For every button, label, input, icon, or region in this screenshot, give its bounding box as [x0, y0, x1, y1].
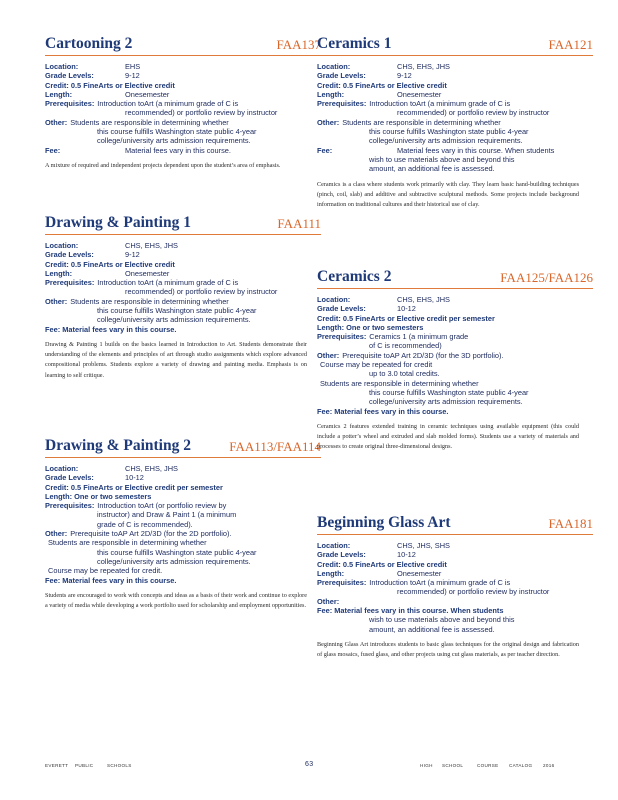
prereq-label: Prerequisites:: [317, 332, 367, 342]
length-line: Length: One or two semesters: [317, 322, 424, 332]
footer-right-word: COURSE: [477, 763, 499, 768]
other-line-4: Students are responsible in determining whether: [320, 378, 479, 388]
course-code: FAA111: [277, 216, 321, 231]
location-value: CHS, EHS, JHS: [397, 295, 450, 304]
other-line-3: up to 3.0 total credits.: [369, 369, 440, 379]
prereq-label: Prerequisites:: [317, 578, 367, 588]
location-label: Location:: [45, 241, 79, 250]
course-fields: [317, 541, 593, 634]
footer-right-word: SCHOOL: [442, 763, 464, 768]
other-line-5: this course fulfills Washington state public 4-year: [369, 387, 529, 397]
prereq-label: Prerequisites:: [317, 99, 367, 109]
location-value: CHS, EHS, JHS: [397, 62, 450, 71]
fee-line-1: Fee: Material fees vary in this course. When students: [317, 606, 504, 616]
course-title: Ceramics 1: [317, 35, 392, 52]
footer-left-word: PUBLIC: [75, 763, 94, 768]
course-code: FAA181: [548, 516, 593, 531]
course-title: Beginning Glass Art: [317, 514, 451, 531]
other-line-6: college/university arts admission requirements.: [369, 397, 523, 407]
fee-line-2: wish to use materials above and beyond this: [369, 154, 515, 164]
prereq-line-2: instructor) and Draw & Paint 1 (a minimum: [97, 510, 237, 520]
course-description: A mixture of required and independent projects dependent upon the student’s area of emphasis.: [45, 161, 281, 169]
footer-left-word: SCHOOLS: [107, 763, 132, 768]
credit-line: Credit: 0.5 FineArts or Elective credit: [317, 80, 447, 90]
grade-label: Grade Levels:: [317, 550, 366, 560]
grade-value: 10-12: [397, 304, 416, 314]
course-code: FAA113/FAA114: [229, 439, 321, 454]
grade-label: Grade Levels:: [317, 304, 366, 314]
course-fields: [45, 464, 321, 585]
course-description: Ceramics is a class where students work primarily with clay. They learn basic hand-building techniques (pinch, coil, slab) and additive and subtractive sculptural methods. Some projects include background information on traditional cultures and their historical use of clay.: [317, 180, 579, 208]
fee-line-3: amount, an additional fee is assessed.: [369, 164, 495, 174]
length-value: Onesemester: [125, 268, 170, 278]
length-label: Length:: [45, 268, 73, 278]
other-label: Other:: [45, 117, 68, 127]
other-line-2: Students are responsible in determining whether: [48, 538, 207, 548]
other-line-1: Students are responsible in determining whether: [70, 296, 229, 306]
course-header: [317, 33, 593, 56]
other-label: Other:: [317, 117, 340, 127]
credit-line: Credit: 0.5 FineArts or Elective credit: [45, 259, 175, 269]
fee-line-3: amount, an additional fee is assessed.: [369, 624, 495, 634]
fee-line: Fee: Material fees vary in this course.: [45, 575, 177, 585]
credit-line: Credit: 0.5 FineArts or Elective credit: [317, 559, 447, 569]
course-description: Drawing & Painting 1 builds on the basics learned in Introduction to Art. Students demonstrate their understanding of the elements and principles of art through studio assignments which explore advanced compositional problems. Students explore a variety of drawing and painting media. Emphasis is on learning to self critique.: [45, 340, 307, 379]
course-title: Drawing & Painting 2: [45, 437, 191, 454]
other-label: Other:: [45, 529, 68, 539]
location-value: CHS, JHS, SHS: [397, 541, 450, 550]
length-label: Length:: [317, 568, 345, 578]
other-line-1: Students are responsible in determining whether: [342, 117, 501, 127]
prereq-line-2: recommended) or portfolio review by instructor: [125, 108, 278, 118]
fee-label: Fee:: [317, 145, 333, 155]
course-beginning-glass-art: [317, 512, 593, 660]
footer-right-word: 2016: [543, 763, 555, 768]
course-fields: [45, 62, 321, 155]
course-title: Cartooning 2: [45, 35, 133, 52]
course-fields: [45, 241, 321, 334]
course-code: FAA125/FAA126: [500, 270, 593, 285]
page-footer: [45, 762, 590, 772]
prereq-line-2: recommended) or portfolio review by instructor: [397, 587, 550, 597]
other-line-1: Prerequisite toAP Art 2D/3D (for the 3D portfolio).: [342, 350, 504, 360]
fee-label: Fee:: [45, 145, 61, 155]
course-drawing-painting-1: [45, 212, 321, 381]
other-line-4: college/university arts admission requirements.: [97, 556, 251, 566]
fee-line-2: wish to use materials above and beyond this: [369, 615, 515, 625]
credit-line: Credit: 0.5 FineArts or Elective credit per semester: [45, 482, 223, 492]
course-description: Beginning Glass Art introduces students to basic glass techniques for the original design and fabrication of glass mosaics, fused glass, and other projects using cut glass materials, as per teacher direction.: [317, 640, 579, 659]
other-label: Other:: [45, 296, 68, 306]
other-label: Other:: [317, 350, 340, 360]
length-value: Onesemester: [397, 568, 442, 578]
other-label: Other:: [317, 596, 340, 606]
location-value: EHS: [125, 62, 141, 71]
other-line-2: Course may be repeated for credit: [320, 360, 433, 370]
course-header: [45, 212, 321, 235]
prereq-line-1: Ceramics 1 (a minimum grade: [369, 332, 469, 342]
footer-left-word: EVERETT: [45, 763, 69, 768]
grade-value: 10-12: [125, 473, 144, 483]
prereq-label: Prerequisites:: [45, 278, 95, 288]
course-title: Drawing & Painting 1: [45, 214, 191, 231]
length-value: Onesemester: [397, 89, 442, 99]
location-label: Location:: [317, 295, 351, 304]
course-ceramics-2: [317, 266, 593, 452]
footer-right-word: CATALOG: [509, 763, 533, 768]
course-header: [317, 512, 593, 535]
prereq-line-3: grade of C is recommended).: [97, 519, 193, 529]
other-line-2: this course fulfills Washington state public 4-year: [97, 127, 257, 137]
course-ceramics-1: [317, 33, 593, 210]
prereq-line-1: Introduction toArt (a minimum grade of C is: [97, 278, 239, 288]
other-line-5: Course may be repeated for credit.: [48, 566, 163, 576]
course-fields: [317, 295, 593, 416]
course-header: [45, 33, 321, 56]
prereq-label: Prerequisites:: [45, 99, 95, 109]
other-line-3: college/university arts admission requirements.: [97, 315, 251, 325]
other-line-3: college/university arts admission requirements.: [369, 136, 523, 146]
grade-value: 9-12: [125, 71, 140, 81]
fee-value: Material fees vary in this course.: [125, 145, 231, 155]
grade-label: Grade Levels:: [45, 473, 94, 483]
course-cartooning-2: [45, 33, 321, 171]
course-code: FAA137: [276, 37, 321, 52]
prereq-line-1: Introduction toArt (or portfolio review by: [97, 501, 227, 511]
location-label: Location:: [45, 62, 79, 71]
credit-line: Credit: 0.5 FineArts or Elective credit per semester: [317, 313, 495, 323]
location-label: Location:: [317, 541, 351, 550]
grade-value: 9-12: [397, 71, 412, 81]
length-label: Length:: [317, 89, 345, 99]
location-value: CHS, EHS, JHS: [125, 464, 178, 473]
course-header: [45, 435, 321, 458]
length-label: Length:: [45, 89, 73, 99]
other-line-2: this course fulfills Washington state public 4-year: [369, 127, 529, 137]
grade-label: Grade Levels:: [45, 71, 94, 81]
prereq-label: Prerequisites:: [45, 501, 95, 511]
other-line-1: Students are responsible in determining whether: [70, 117, 229, 127]
other-line-2: this course fulfills Washington state public 4-year: [97, 306, 257, 316]
course-code: FAA121: [548, 37, 593, 52]
footer-right-word: HIGH: [420, 763, 433, 768]
prereq-line-2: recommended) or portfolio review by instructor: [125, 287, 278, 297]
other-line-3: college/university arts admission requirements.: [97, 136, 251, 146]
grade-value: 10-12: [397, 550, 416, 560]
length-value: Onesemester: [125, 89, 170, 99]
location-label: Location:: [45, 464, 79, 473]
course-description: Ceramics 2 features extended training in ceramic techniques using available equipment (this could include a potter’s wheel and extruded and slab molded forms). Students use a variety of materials and processes to create original three-dimensional designs.: [317, 422, 579, 451]
course-title: Ceramics 2: [317, 268, 392, 285]
location-value: CHS, EHS, JHS: [125, 241, 178, 250]
fee-line: Fee: Material fees vary in this course.: [45, 324, 177, 334]
course-fields: [317, 62, 593, 174]
course-header: [317, 266, 593, 289]
length-line: Length: One or two semesters: [45, 491, 152, 501]
prereq-line-2: of C is recommended): [369, 341, 442, 351]
prereq-line-2: recommended) or portfolio review by instructor: [397, 108, 550, 118]
grade-value: 9-12: [125, 250, 140, 260]
course-drawing-painting-2: [45, 435, 321, 611]
grade-label: Grade Levels:: [45, 250, 94, 260]
prereq-line-1: Introduction toArt (a minimum grade of C is: [97, 99, 239, 109]
credit-line: Credit: 0.5 FineArts or Elective credit: [45, 80, 175, 90]
other-line-3: this course fulfills Washington state public 4-year: [97, 547, 257, 557]
fee-line: Fee: Material fees vary in this course.: [317, 406, 449, 416]
other-line-1: Prerequisite toAP Art 2D/3D (for the 2D portfolio).: [70, 529, 232, 539]
location-label: Location:: [317, 62, 351, 71]
grade-label: Grade Levels:: [317, 71, 366, 81]
course-description: Students are encouraged to work with concepts and ideas as a basis of their work and continue to explore a variety of media while developing a work portfolio used for scholarship and employment opportunities.: [45, 591, 307, 610]
prereq-line-1: Introduction toArt (a minimum grade of C is: [369, 99, 511, 109]
prereq-line-1: Introduction toArt (a minimum grade of C is: [369, 578, 511, 588]
page-number: 63: [305, 761, 314, 768]
fee-line-1: Material fees vary in this course. When students: [397, 145, 555, 155]
